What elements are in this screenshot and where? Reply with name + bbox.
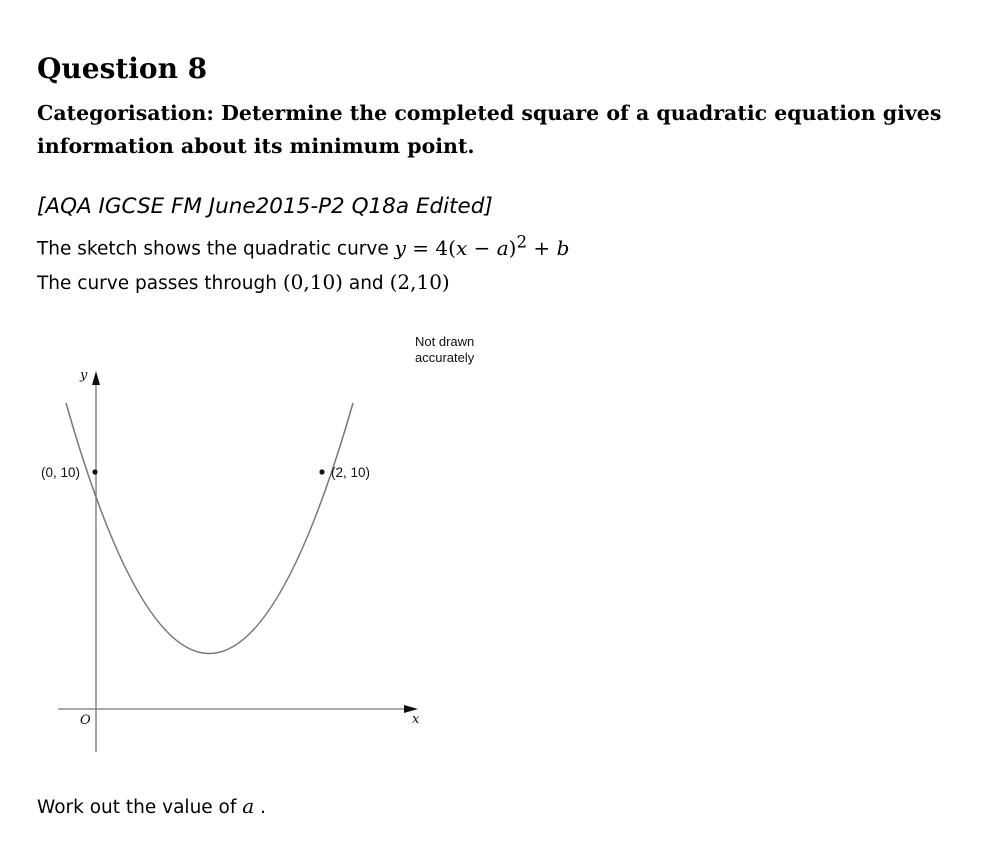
- point-0-10-marker: [92, 469, 97, 474]
- origin-label: O: [80, 713, 91, 728]
- work-text: Work out the value of: [37, 797, 237, 818]
- point-2-10-label: (2, 10): [331, 465, 371, 480]
- work-end: .: [254, 797, 266, 818]
- quadratic-curve: [66, 403, 353, 654]
- passes-text: The curve passes through: [37, 273, 277, 294]
- work-variable: a: [242, 794, 255, 818]
- source-reference: [AQA IGCSE FM June2015-P2 Q18a Edited]: [37, 194, 493, 219]
- not-drawn-note-line2: accurately: [415, 350, 475, 365]
- x-axis-label: x: [412, 712, 420, 727]
- point-2: (2,10): [389, 270, 450, 294]
- work-out-line: [37, 794, 266, 818]
- y-axis-label: y: [80, 368, 88, 383]
- sketch-text: The sketch shows the quadratic curve: [37, 238, 389, 260]
- point-1: (0,10): [282, 270, 343, 294]
- categorisation-text: Categorisation: Determine the completed square of a quadratic equation gives information about its minimum point.: [37, 101, 942, 158]
- question-title: Question 8: [37, 52, 208, 85]
- point-2-10-marker: [319, 469, 324, 474]
- not-drawn-note-line1: Not drawn: [415, 334, 475, 349]
- and-text: and: [348, 273, 384, 294]
- y-axis-arrow: [92, 371, 100, 385]
- equation: $y = 4(x - a)^2 + b$: [394, 232, 570, 260]
- point-0-10-label: (0, 10): [41, 465, 81, 480]
